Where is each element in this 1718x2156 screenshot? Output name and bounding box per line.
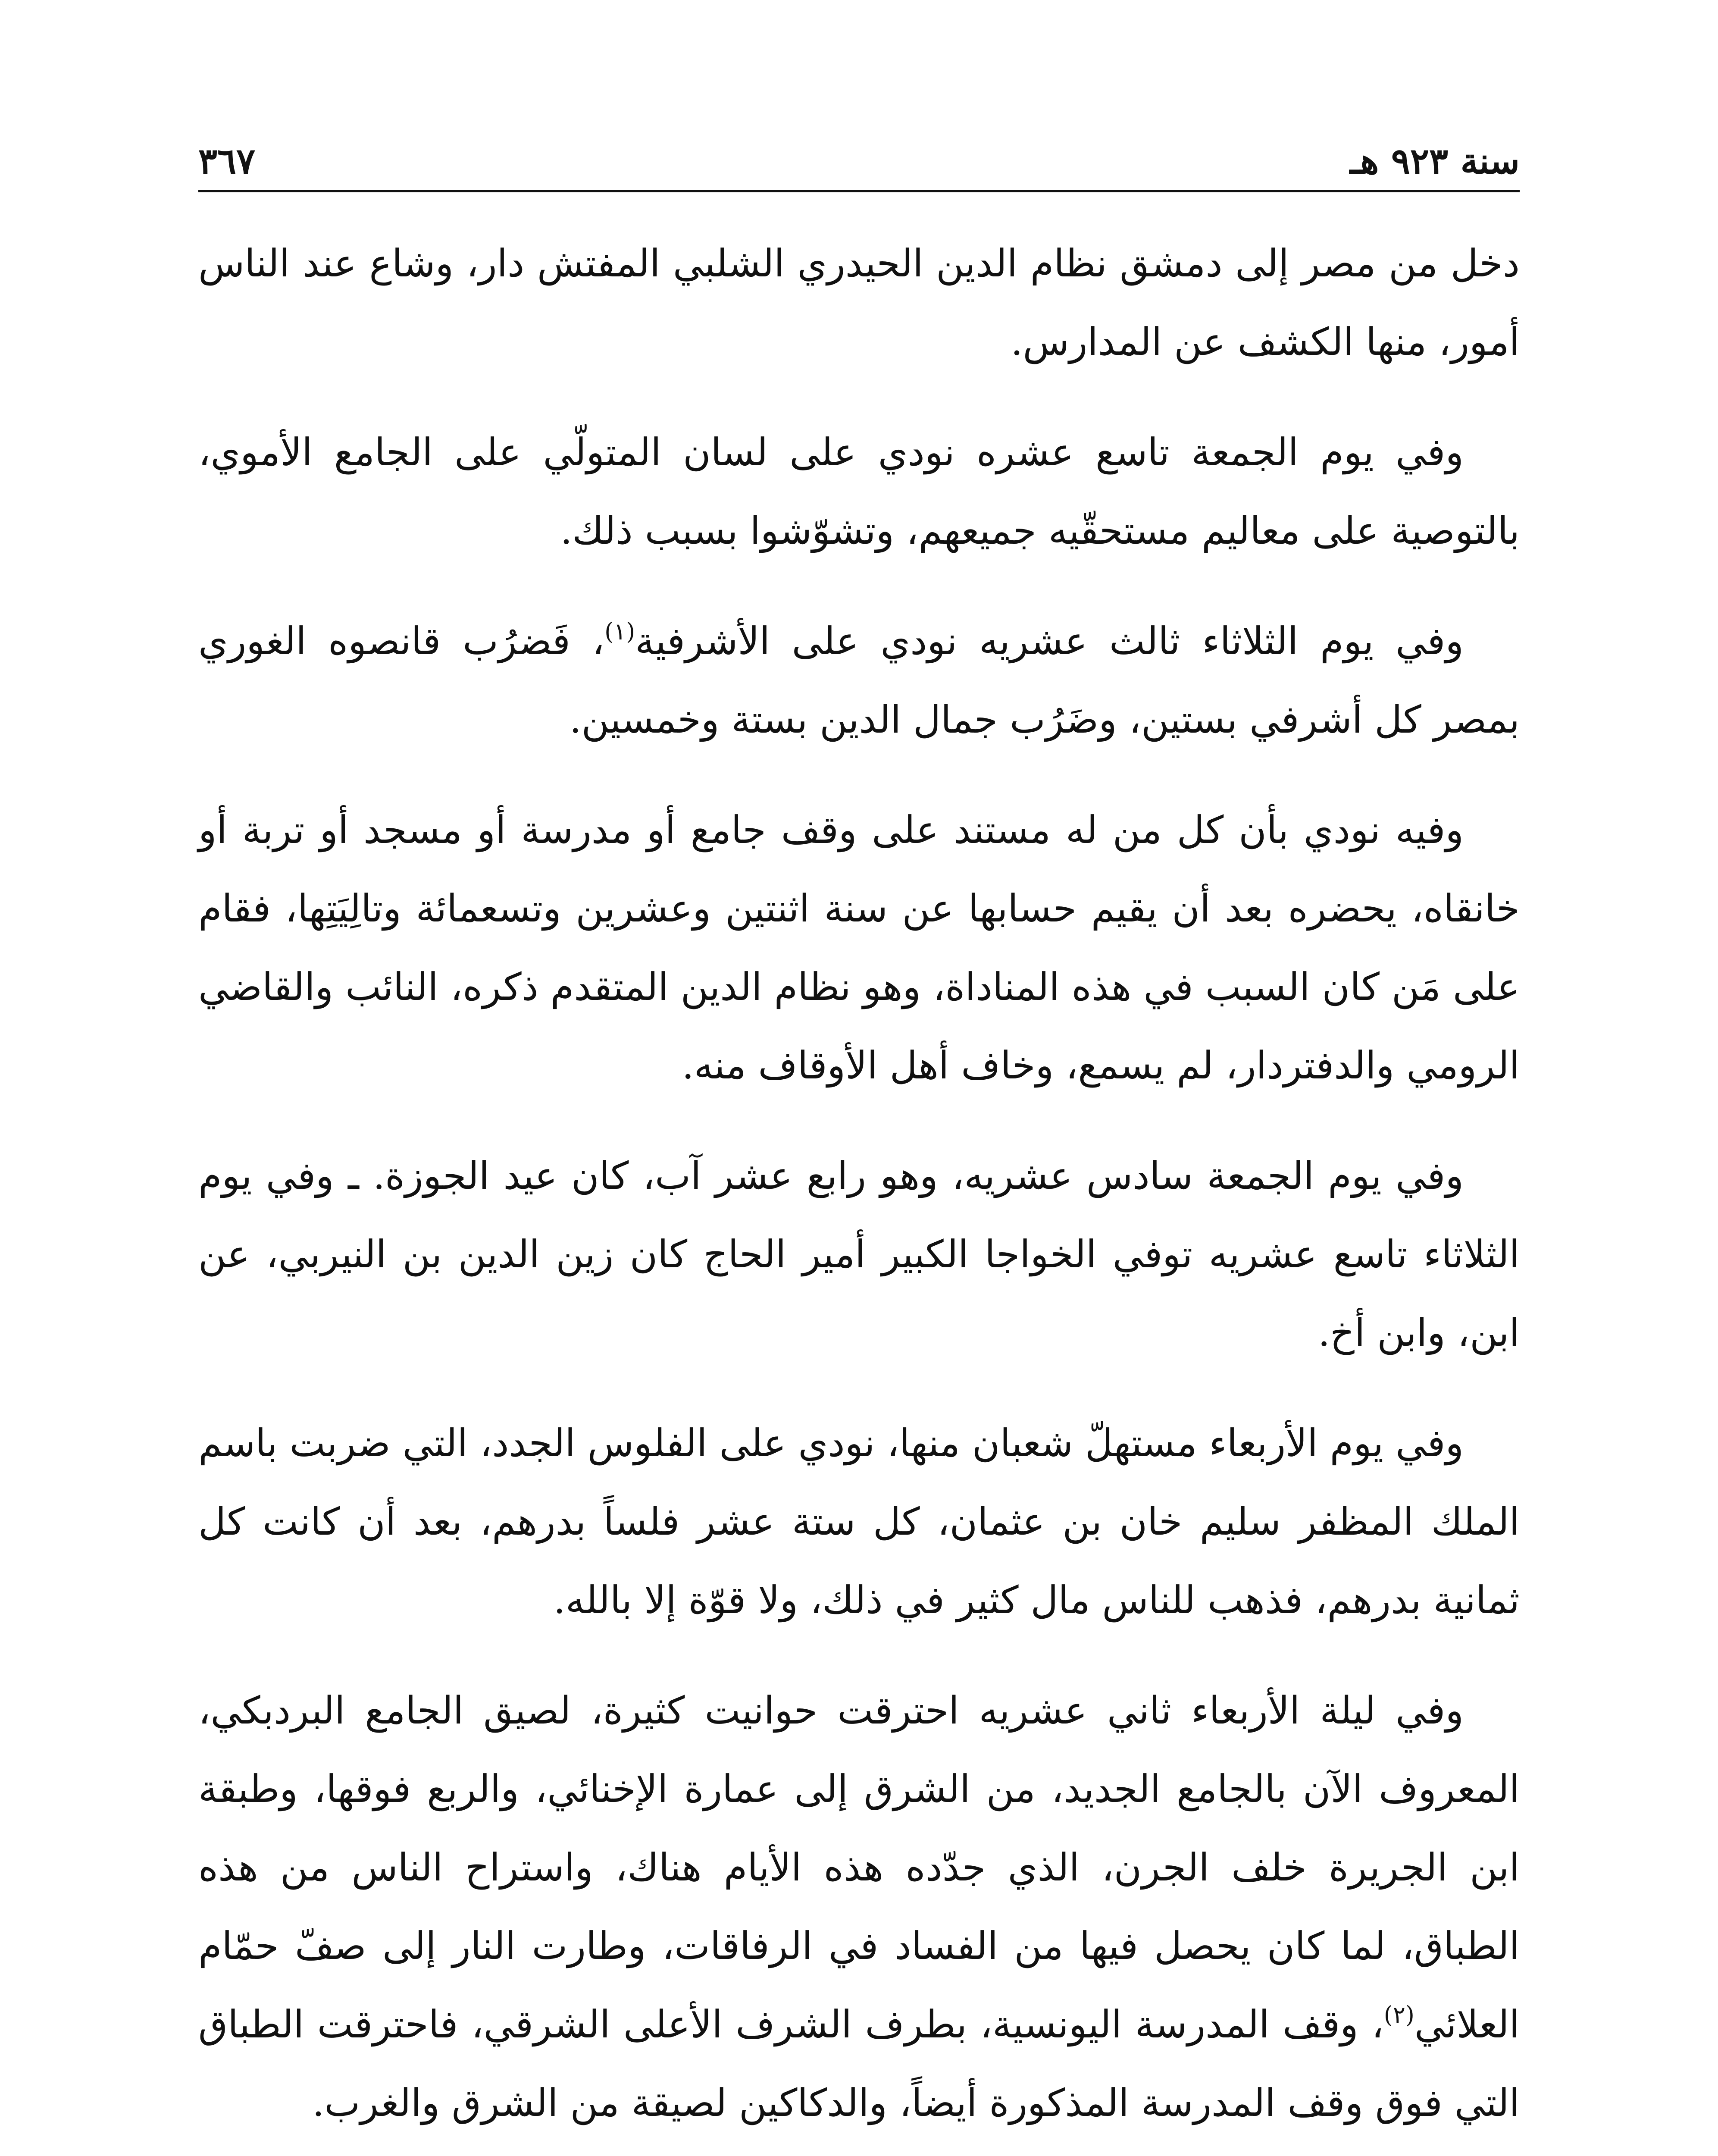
paragraph-5: وفي يوم الجمعة سادس عشريه، وهو رابع عشر آب، كان عيد الجوزة. ـ وفي يوم الثلاثاء تاسع عشريه توفي الخواجا الكبير أمير الحاج كان زين الدين بن النيربي، عن ابن، وابن أخ. xyxy=(198,1153,1520,1355)
paragraph-7-text-after: ، وقف المدرسة اليونسية، بطرف الشرف الأعلى الشرقي، فاحترقت الطباق التي فوق وقف المدرسة المذكورة أيضاً، والدكاكين لصيقة من الشرق والغرب. xyxy=(198,2002,1520,2125)
running-header xyxy=(198,125,1520,192)
paragraph-4: وفيه نودي بأن كل من له مستند على وقف جامع أو مدرسة أو مسجد أو تربة أو خانقاه، يحضره بعد أن يقيم حسابها عن سنة اثنتين وعشرين وتسعمائة وتالِيَتِها، فقام على مَن كان السبب في هذه المناداة، وهو نظام الدين المتقدم ذكره، النائب والقاضي الرومي والدفتردار، لم يسمع، وخاف أهل الأوقاف منه. xyxy=(198,808,1520,1087)
paragraph-3 xyxy=(198,602,1520,759)
paragraph-2: وفي يوم الجمعة تاسع عشره نودي على لسان المتولّي على الجامع الأموي، بالتوصية على معاليم مستحقّيه جميعهم، وتشوّشوا بسبب ذلك. xyxy=(198,430,1520,553)
paragraph-3-text-before: وفي يوم الثلاثاء ثالث عشريه نودي على الأشرفية xyxy=(635,619,1464,663)
paragraph-3-text-after: ، فَضرُب قانصوه الغوري بمصر كل أشرفي بستين، وضَرُب جمال الدين بستة وخمسين. xyxy=(198,619,1520,742)
paragraph-1: دخل من مصر إلى دمشق نظام الدين الحيدري الشلبي المفتش دار، وشاع عند الناس أمور، منها الكشف عن المدارس. xyxy=(198,241,1520,364)
footnote-ref-2[interactable]: (٢) xyxy=(1383,2001,1414,2028)
body-text xyxy=(198,224,1520,2156)
header-year: سنة ٩٢٣ هـ xyxy=(1350,141,1520,182)
paragraph-7 xyxy=(198,1671,1520,2142)
paragraph-6: وفي يوم الأربعاء مستهلّ شعبان منها، نودي على الفلوس الجدد، التي ضربت باسم الملك المظفر سليم خان بن عثمان، كل ستة عشر فلساً بدرهم، بعد أن كانت كل ثمانية بدرهم، فذهب للناس مال كثير في ذلك، ولا قوّة إلا بالله. xyxy=(198,1421,1520,1622)
footnote-ref-1[interactable]: (١) xyxy=(604,618,635,645)
page-number: ٣٦٧ xyxy=(198,141,256,182)
paragraph-7-text-before: وفي ليلة الأربعاء ثاني عشريه احترقت حوانيت كثيرة، لصيق الجامع البردبكي، المعروف الآن بالجامع الجديد، من الشرق إلى عمارة الإخنائي، والربع فوقها، وطبقة ابن الجريرة خلف الجرن، الذي جدّده هذه الأيام هناك، واستراح الناس من هذه الطباق، لما كان يحصل فيها من الفساد في الرفاقات، وطارت النار إلى صفّ حمّام العلائي xyxy=(198,1688,1520,2046)
